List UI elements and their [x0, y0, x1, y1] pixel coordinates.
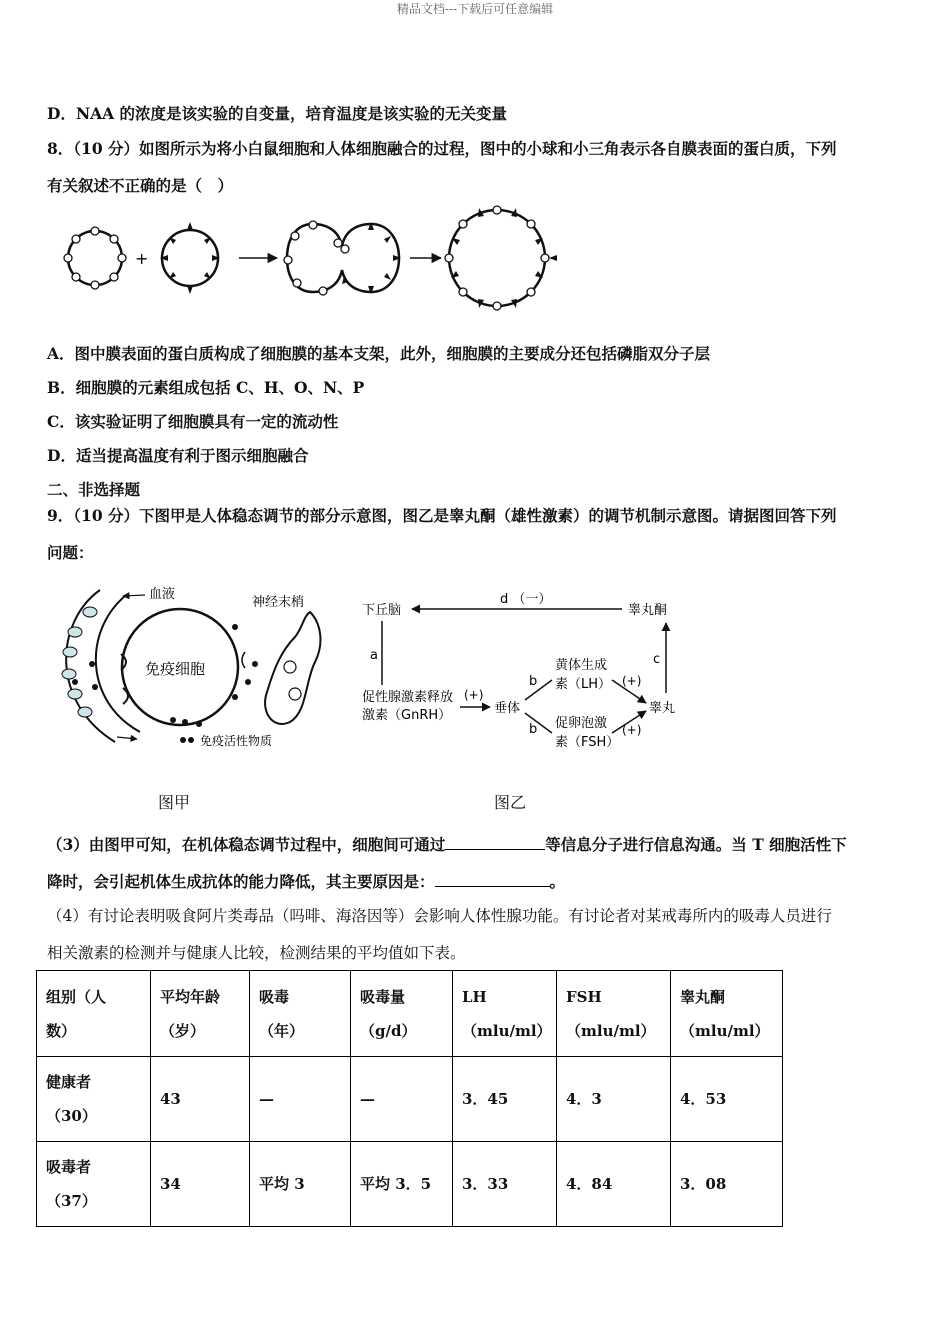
label-gnrh-1: 促性腺激素释放 [362, 690, 454, 705]
table-row [37, 1142, 783, 1227]
table-cell: 4．84 [557, 1142, 671, 1227]
table-header-cell: 平均年龄 （岁） [151, 971, 250, 1057]
table-cell: 34 [151, 1142, 250, 1227]
q9-stem-2: 问题： [47, 543, 94, 562]
label-b-bottom: b [529, 722, 538, 737]
q8-stem-2: 有关叙述不正确的是（ ） [47, 176, 234, 195]
label-lh-1: 黄体生成 [555, 658, 608, 673]
q9-stem-1: 9．（10 分）下图甲是人体稳态调节的部分示意图，图乙是睾丸酮（雄性激素）的调节机制示意图。请据图回答下列 [47, 506, 837, 525]
table-cell-group: 健康者 （30） [37, 1057, 151, 1142]
table-cell: 平均 3 [250, 1142, 351, 1227]
q9-part3-text-b: 等信息分子进行信息沟通。当 T 细胞活性下 [545, 835, 847, 854]
table-cell: 3．33 [453, 1142, 557, 1227]
table-cell: — [351, 1057, 453, 1142]
table-header-cell: 吸毒 （年） [250, 971, 351, 1057]
table-header-cell: LH （mlu/ml） [453, 971, 557, 1057]
label-nerve-end: 神经末梢 [252, 595, 305, 610]
figure-a-caption: 图甲 [158, 793, 191, 812]
table-cell: 43 [151, 1057, 250, 1142]
label-fsh-1: 促卵泡激 [555, 716, 608, 731]
label-lh-plus: (+) [622, 674, 642, 688]
q9-part3-line2 [47, 870, 565, 892]
cell-fusion-diagram [55, 200, 575, 320]
label-blood: 血液 [149, 587, 176, 602]
q8-option-b: B．细胞膜的元素组成包括 C、H、O、N、P [47, 378, 365, 397]
label-pituitary: 垂体 [494, 701, 521, 716]
table-header-cell: FSH （mlu/ml） [557, 971, 671, 1057]
answer-blank-1[interactable] [445, 835, 545, 850]
q8-option-a: A．图中膜表面的蛋白质构成了细胞膜的基本支架，此外，细胞膜的主要成分还包括磷脂双分子层 [47, 344, 711, 363]
label-hypothalamus: 下丘脑 [362, 603, 402, 618]
label-a: a [370, 648, 378, 663]
table-row [37, 1057, 783, 1142]
table-cell: 3．08 [671, 1142, 783, 1227]
q9-part3-line1 [47, 833, 847, 855]
table-cell: 4．53 [671, 1057, 783, 1142]
label-gnrh-2: 激素（GnRH） [362, 708, 452, 723]
table-header-cell: 睾丸酮 （mlu/ml） [671, 971, 783, 1057]
plus-sign: + [135, 249, 149, 268]
table-cell: 4．3 [557, 1057, 671, 1142]
label-b-top: b [529, 674, 538, 689]
table-cell-group: 吸毒者 （37） [37, 1142, 151, 1227]
table-cell: — [250, 1057, 351, 1142]
table-cell: 3．45 [453, 1057, 557, 1142]
q8-option-d: D．适当提高温度有利于图示细胞融合 [47, 446, 309, 465]
hybrid-cell [445, 206, 557, 310]
hormone-table [36, 970, 783, 1227]
q9-part4-line2: 相关激素的检测并与健康人比较，检测结果的平均值如下表。 [47, 944, 466, 962]
answer-blank-2[interactable] [435, 872, 550, 887]
table-header-cell: 组别（人 数） [37, 971, 151, 1057]
label-c: c [653, 652, 661, 667]
label-fsh-plus: (+) [622, 723, 642, 737]
q8-stem-1: 8．（10 分）如图所示为将小白鼠细胞和人体细胞融合的过程，图中的小球和小三角表示各自膜表面的蛋白质，下列 [47, 139, 837, 158]
q9-part3-text-a: （3）由图甲可知，在机体稳态调节过程中，细胞间可通过 [47, 835, 446, 854]
label-immune-cell: 免疫细胞 [145, 660, 206, 678]
fusing-cells [284, 221, 401, 295]
figure-a-diagram [45, 582, 345, 752]
section-title: 二、非选择题 [47, 480, 141, 499]
mouse-cell [64, 227, 126, 289]
label-lh-2: 素（LH） [555, 677, 612, 692]
figure-b-caption: 图乙 [494, 793, 527, 812]
q9-part3-text-d: 。 [549, 872, 566, 891]
q9-part4-line1: （4）有讨论表明吸食阿片类毒品（吗啡、海洛因等）会影响人体性腺功能。有讨论者对某戒毒所内的吸毒人员进行 [47, 907, 832, 925]
label-active-substance: 免疫活性物质 [200, 734, 273, 748]
q8-option-c: C．该实验证明了细胞膜具有一定的流动性 [47, 412, 339, 431]
human-cell [160, 222, 220, 294]
label-testosterone: 睾丸酮 [628, 603, 668, 618]
q7-option-d: D．NAA 的浓度是该实验的自变量，培育温度是该实验的无关变量 [47, 104, 508, 123]
label-testis: 睾丸 [649, 701, 676, 716]
label-fsh-2: 素（FSH） [555, 735, 620, 750]
table-header-row [37, 971, 783, 1057]
page-header: 精品文档---下载后可任意编辑 [396, 2, 554, 16]
label-gnrh-plus: (+) [464, 688, 484, 702]
figure-b-diagram [360, 585, 690, 755]
q9-part3-text-c: 降时，会引起机体生成抗体的能力降低，其主要原因是： [47, 872, 435, 891]
label-d: d （一） [500, 592, 552, 607]
table-cell: 平均 3．5 [351, 1142, 453, 1227]
table-header-cell: 吸毒量 （g/d） [351, 971, 453, 1057]
